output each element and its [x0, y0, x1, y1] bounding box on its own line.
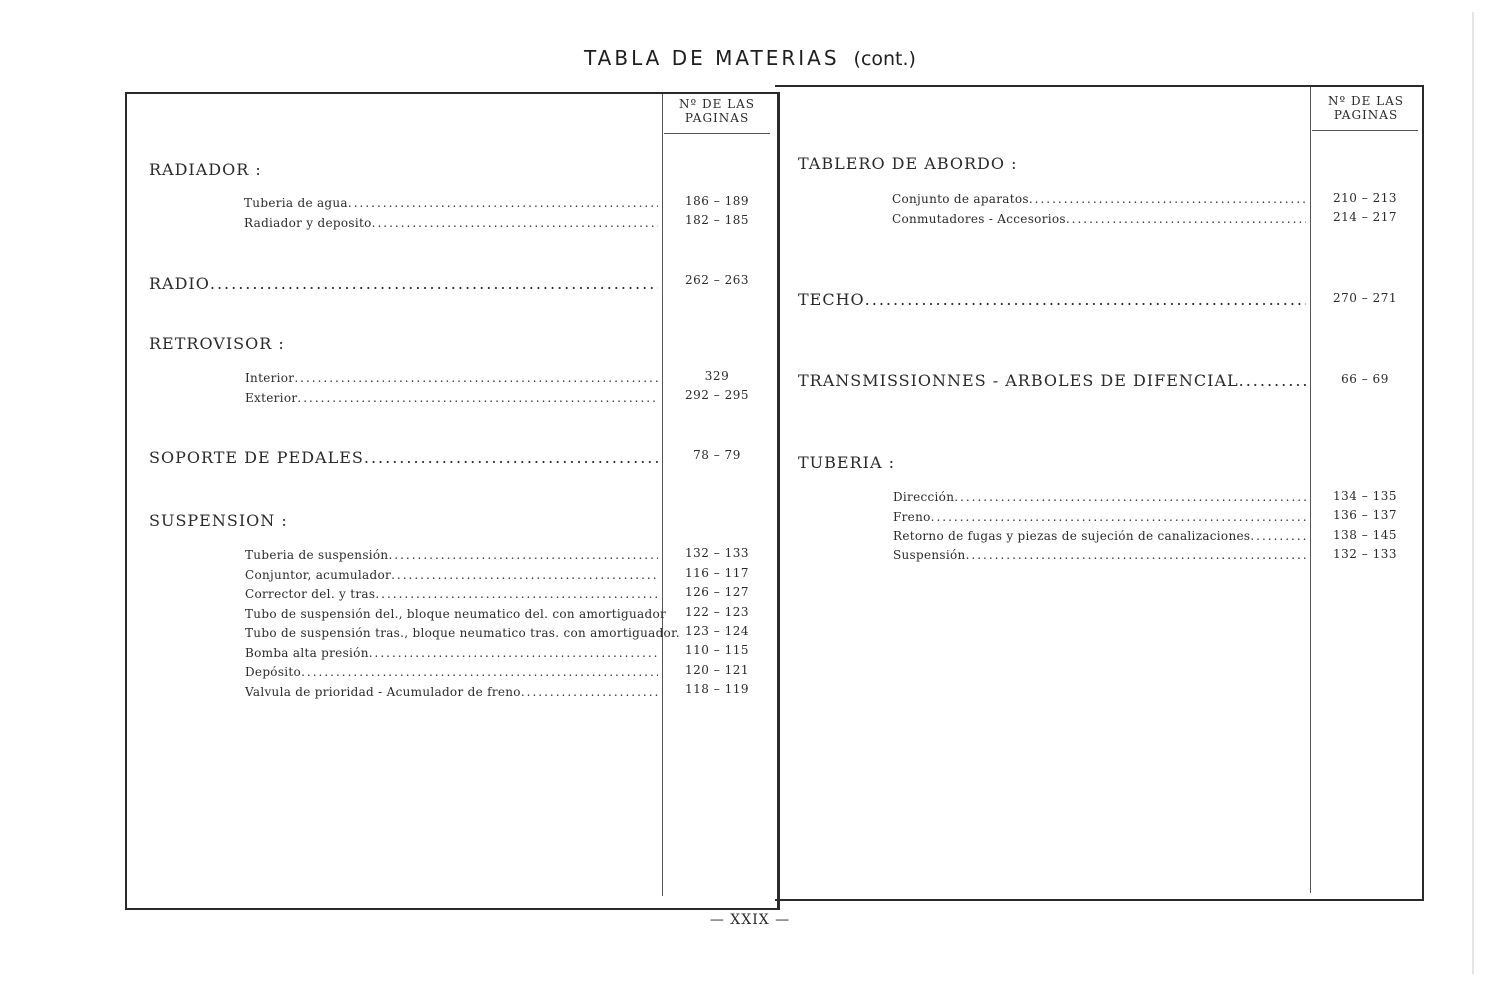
entry-deposito: Depósito .....: [245, 665, 658, 683]
entry-valvula-de-prioridad: Valvula de prioridad - Acumulador de freno .....: [245, 685, 658, 703]
entry-freno: Freno .....: [893, 510, 1306, 528]
entry-conjuntor-acumulador: Conjuntor, acumulador .....: [245, 568, 658, 586]
pages-techo: 270 – 271: [1333, 291, 1397, 305]
pages-suspension-tuberia: 132 – 133: [1333, 547, 1397, 561]
entry-tuberia-de-suspension: Tuberia de suspensión .....: [245, 548, 658, 566]
page-edge-shadow: [1472, 12, 1474, 974]
pages-exterior: 292 – 295: [685, 388, 749, 402]
entry-retorno-de-fugas: Retorno de fugas y piezas de sujeción de canalizaciones .....: [893, 529, 1306, 547]
title-cont: (cont.): [853, 48, 916, 70]
entry-tuberia-de-agua: Tuberia de agua .....: [244, 196, 658, 214]
right-page-column-header: Nº DE LAS PAGINAS: [1327, 94, 1404, 122]
entry-suspension-tuberia: Suspensión .....: [893, 548, 1306, 566]
pages-tuberia-de-agua: 186 – 189: [685, 194, 749, 208]
right-header-underline: [1312, 130, 1418, 131]
pages-corrector: 126 – 127: [685, 585, 749, 599]
page-number-footer: — XXIX —: [709, 912, 791, 928]
title-main: TABLA DE MATERIAS: [584, 46, 840, 70]
heading-suspension: SUSPENSION :: [149, 511, 288, 530]
left-page-column-divider: [662, 94, 663, 896]
entry-direccion: Dirección .....: [893, 490, 1306, 508]
pages-valvula-de-prioridad: 118 – 119: [685, 682, 749, 696]
pages-transmisiones: 66 – 69: [1341, 372, 1389, 386]
pages-freno: 136 – 137: [1333, 508, 1397, 522]
pages-tubo-suspension-tras: 123 – 124: [685, 624, 749, 638]
pages-conmutadores-accesorios: 214 – 217: [1333, 210, 1397, 224]
entry-bomba-alta-presion: Bomba alta presión .....: [245, 646, 658, 664]
entry-radio: RADIO .....: [149, 274, 658, 296]
pages-radio: 262 – 263: [685, 273, 749, 287]
entry-exterior: Exterior .....: [245, 391, 658, 409]
heading-radiador: RADIADOR :: [149, 160, 262, 179]
pages-radiador-y-deposito: 182 – 185: [685, 213, 749, 227]
entry-tubo-suspension-del: Tubo de suspensión del., bloque neumatico del. con amortiguador: [245, 607, 667, 621]
pages-deposito: 120 – 121: [685, 663, 749, 677]
pages-retorno-de-fugas: 138 – 145: [1333, 528, 1397, 542]
entry-interior: Interior .....: [245, 371, 658, 389]
entry-corrector: Corrector del. y tras .....: [245, 587, 658, 605]
right-page-column-divider: [1310, 87, 1311, 893]
entry-soporte-de-pedales: SOPORTE DE PEDALES .....: [149, 448, 658, 470]
page-title: [0, 46, 1500, 70]
pages-direccion: 134 – 135: [1333, 489, 1397, 503]
left-header-underline: [664, 133, 770, 134]
entry-techo: TECHO .....: [798, 290, 1306, 312]
heading-tuberia: TUBERIA :: [798, 453, 895, 472]
left-page-column-header: Nº DE LAS PAGINAS: [678, 97, 755, 125]
pages-interior: 329: [704, 369, 730, 383]
heading-tablero-de-abordo: TABLERO DE ABORDO :: [798, 154, 1018, 173]
pages-conjunto-de-aparatos: 210 – 213: [1333, 191, 1397, 205]
entry-tubo-suspension-tras: Tubo de suspensión tras., bloque neumatico tras. con amortiguador.: [245, 626, 680, 640]
pages-tuberia-de-suspension: 132 – 133: [685, 546, 749, 560]
entry-conmutadores-accesorios: Conmutadores - Accesorios .....: [892, 212, 1306, 230]
pages-conjuntor-acumulador: 116 – 117: [685, 566, 749, 580]
pages-soporte-de-pedales: 78 – 79: [693, 448, 741, 462]
entry-transmisiones: TRANSMISSIONNES - ARBOLES DE DIFENCIAL .....: [798, 371, 1306, 393]
pages-tubo-suspension-del: 122 – 123: [685, 605, 749, 619]
heading-retrovisor: RETROVISOR :: [149, 334, 285, 353]
pages-bomba-alta-presion: 110 – 115: [685, 643, 749, 657]
entry-radiador-y-deposito: Radiador y deposito .....: [244, 216, 658, 234]
entry-conjunto-de-aparatos: Conjunto de aparatos .....: [892, 192, 1306, 210]
